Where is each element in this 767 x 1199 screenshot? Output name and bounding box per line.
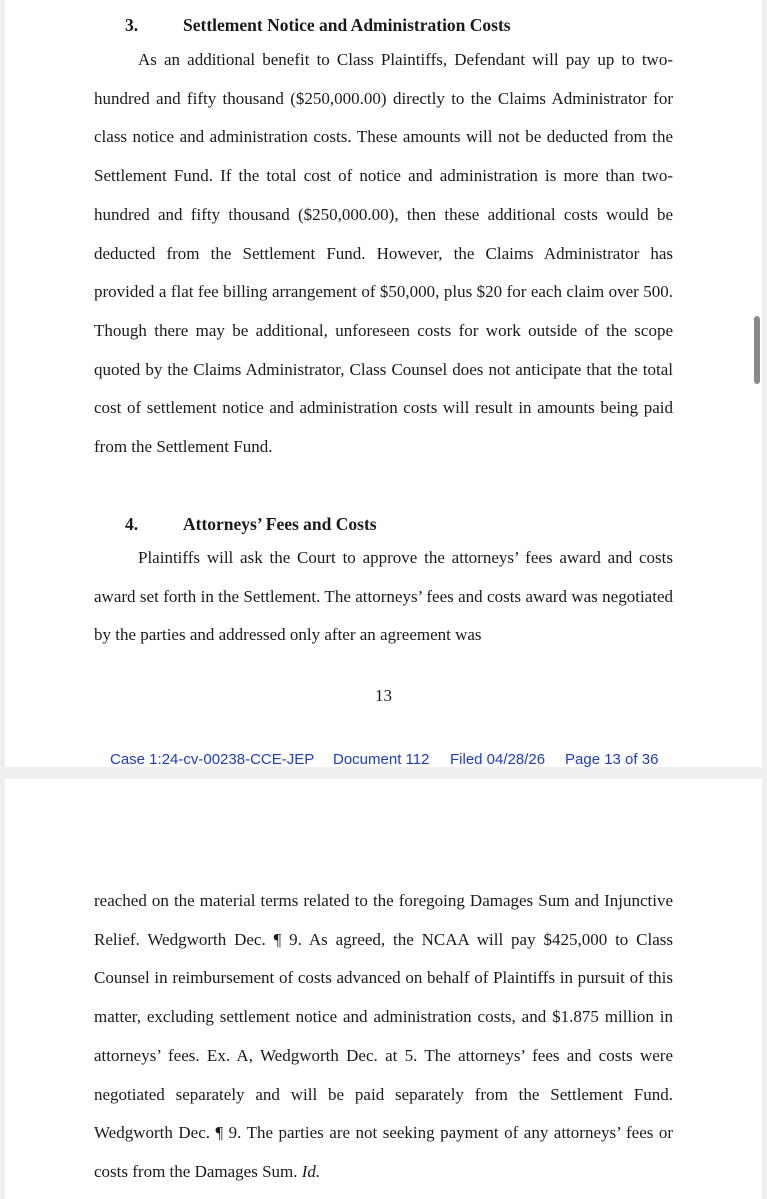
continued-paragraph-text: reached on the material terms related to the foregoing Damages Sum and Injunctive Relief. Wedgworth Dec. ¶ 9. As agreed, the NCAA will pay $425,000 to Class Counsel in reimbursement of costs advanced on behalf of Plaintiffs in pursuit of this matter, excluding settlement notice and administration costs, and $1.875 million in attorneys’ fees. Ex. A, Wedgworth Dec. at 5. The attorneys’ fees and costs were negotiated separately and will be paid separately from the Settlement Fund. Wedgworth Dec. ¶ 9. The parties are not seeking payment of any attorneys’ fees or costs from the Damages Sum.: [94, 891, 673, 1181]
scrollbar-thumb[interactable]: [754, 316, 760, 384]
page-number: 13: [375, 686, 392, 705]
document-page-14: [5, 779, 762, 1199]
document-page-13: [5, 0, 762, 767]
id-citation: Id.: [301, 1161, 321, 1181]
footer-filed-date: Filed 04/28/26: [450, 751, 546, 768]
section-3-title: Settlement Notice and Administration Costs: [183, 15, 511, 35]
section-3-number: 3.: [125, 15, 139, 35]
section-3-paragraph: As an additional benefit to Class Plaintiffs, Defendant will pay up to two-hundred and fifty thousand ($250,000.00) directly to the Claims Administrator for class notice and administration costs. These amounts will not be deducted from the Settlement Fund. If the total cost of notice and administration is more than two-hundred and fifty thousand ($250,000.00), then these additional costs would be deducted from the Settlement Fund. However, the Claims Administrator has provided a flat fee billing arrangement of $50,000, plus $20 for each claim over 500. Though there may be additional, unforeseen costs for work outside of the scope quoted by the Claims Administrator, Class Counsel does not anticipate that the total cost of settlement notice and administration costs will result in amounts being paid from the Settlement Fund.: [94, 50, 673, 457]
section-4-paragraph: Plaintiffs will ask the Court to approve the attorneys’ fees award and costs award set forth in the Settlement. The attorneys’ fees and costs award was negotiated by the parties and addressed only after an agreement was: [94, 548, 673, 645]
continued-paragraph: [94, 882, 673, 1192]
section-4-title: Attorneys’ Fees and Costs: [183, 514, 377, 534]
footer-page-count: Page 13 of 36: [565, 751, 659, 768]
footer-document: Document 112: [333, 751, 430, 768]
footer-case-number: Case 1:24-cv-00238-CCE-JEP: [110, 751, 315, 768]
section-4-number: 4.: [125, 514, 139, 534]
